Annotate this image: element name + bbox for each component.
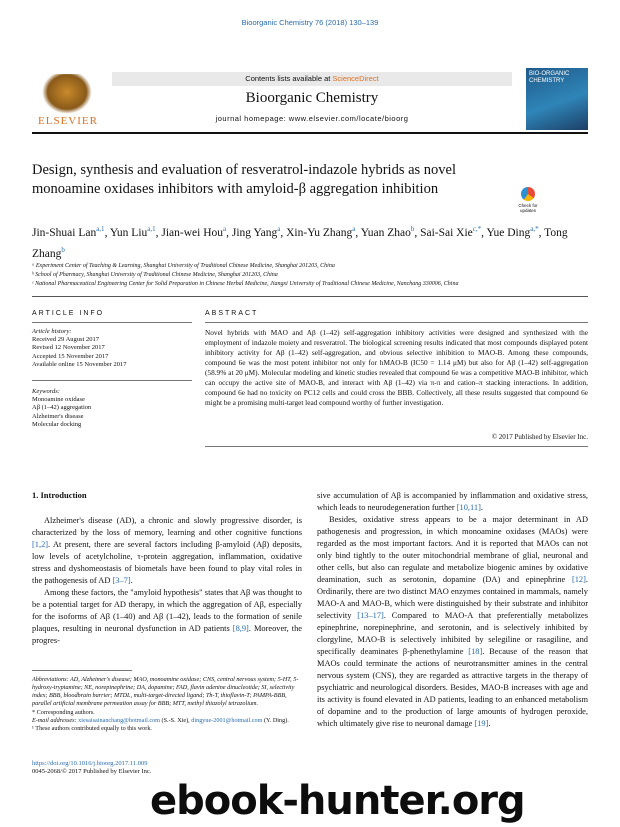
citation-link[interactable]: [3–7] bbox=[112, 576, 131, 585]
author-name[interactable]: Yue Ding bbox=[486, 226, 531, 239]
equal-contribution-note: ¹ These authors contributed equally to this work. bbox=[32, 725, 152, 732]
keyword: Aβ (1–42) aggregation bbox=[32, 404, 92, 412]
publisher-name: ELSEVIER bbox=[38, 115, 98, 127]
history-item: Accepted 15 November 2017 bbox=[32, 352, 109, 360]
check-updates-icon bbox=[521, 187, 535, 201]
author-name[interactable]: Tong Zhang bbox=[32, 226, 568, 260]
journal-citation[interactable]: Bioorganic Chemistry 76 (2018) 130–139 bbox=[241, 18, 379, 27]
copyright: © 2017 Published by Elsevier Inc. bbox=[491, 433, 588, 441]
email-line: E-mail addresses: xiesaisainanchang@hotmail.com (S.-S. Xie), dingyue-2001@hotmail.com (Y. Ding). bbox=[32, 717, 289, 724]
author-list: Jin-Shuai Lan$^{a,1}$, Yun Liu$^{a,1}$, Jian-wei Hou$^a$, Jing Yang$^a$, Xin-Yu Zhang$^a$, Yuan Zhao$^b$, Sai-Sai Xie$^{c,*}$, Yue Ding$^{a,*}$, Tong Zhang$^b$ bbox=[32, 225, 568, 260]
journal-banner bbox=[32, 72, 588, 128]
citation-link[interactable]: [1,2] bbox=[32, 540, 49, 549]
journal-cover[interactable]: BIO-ORGANIC CHEMISTRY bbox=[526, 68, 588, 130]
article-title: Design, synthesis and evaluation of resveratrol-indazole hybrids as novel monoamine oxidases inhibitors with amyloid-β aggregation inhibition bbox=[32, 162, 457, 197]
article-info-heading: ARTICLE INFO bbox=[32, 310, 105, 317]
keyword: Molecular docking bbox=[32, 420, 82, 428]
body-paragraph: sive accumulation of Aβ is accompanied by inflammation and oxidative stress, which leads to neurodegeneration further [10,11]. bbox=[317, 491, 588, 512]
author-affiliation-mark[interactable]: c,* bbox=[472, 225, 482, 233]
author-affiliation-mark[interactable]: a bbox=[352, 225, 356, 233]
footnotes bbox=[32, 676, 302, 733]
issn-line: 0045-2068/© 2017 Published by Elsevier Inc. bbox=[32, 768, 152, 775]
history-item: Received 29 August 2017 bbox=[32, 336, 99, 344]
author-name[interactable]: Yuan Zhao bbox=[360, 226, 411, 239]
corresponding-note: * Corresponding authors. bbox=[32, 709, 95, 716]
author-name[interactable]: Sai-Sai Xie bbox=[420, 226, 473, 239]
author-name[interactable]: Xin-Yu Zhang bbox=[286, 226, 353, 239]
section-divider bbox=[32, 296, 588, 297]
left-column bbox=[32, 515, 302, 647]
author-name[interactable]: Jin-Shuai Lan bbox=[32, 226, 97, 239]
affiliation-c: ᶜ National Pharmaceutical Engineering Center for Solid Preparation in Chinese Herbal Medicine, Jiangxi University of Traditional Chinese Medicine, Nanchang 330006, China bbox=[32, 281, 459, 287]
keywords: Keywords: Monoamine oxidase Aβ (1–42) aggregation Alzheimer's disease Molecular docking bbox=[32, 388, 192, 429]
abstract-text: Novel hybrids with MAO and Aβ (1–42) self-aggregation inhibitory activities were designed and synthesized with the employment of indazole moiety and resveratrol. The biological screening results indicated that most compounds displayed potent inhibitory activity for Aβ (1–42) self-aggregation, and obvious selective inhibition to MAO-B. Among these compounds, compound 6e was the most potent inhibitor not only for hMAO-B (IC50 = 1.14 μM) but also for Aβ (1–42) self-aggregation (58.9% at 20 μM). Molecular modeling and kinetic studies revealed that compound 6e was a competitive MAO-B inhibitor, which can occupy the active site of MAO-B, and interact with Aβ (1–42) via π-π and cation–π stacking interactions. In addition, compound 6e had no toxicity on PC12 cells and could cross the BBB. Collectively, all these results suggested that compound 6e might be a promising multi-target lead compound worthy of further investigation. bbox=[205, 328, 588, 407]
elsevier-tree-icon bbox=[42, 74, 92, 114]
author-affiliation-mark[interactable]: b bbox=[410, 225, 415, 233]
history-item: Revised 12 November 2017 bbox=[32, 344, 105, 352]
body-paragraph: Alzheimer's disease (AD), a chronic and slowly progressive disorder, is characterized by the loss of memory, learning and other cognitive functions [1,2]. At present, there are several factors including β-amyloid (Aβ) deposits, low levels of acetylcholine, τ-protein aggregation, inflammation, oxidative stress and dyshomeostasis of biometals have been found to play vital roles in the pathogenesis of AD [3–7]. bbox=[32, 516, 302, 585]
keyword: Alzheimer's disease bbox=[32, 412, 84, 420]
citation-link[interactable]: [10,11] bbox=[456, 503, 481, 512]
author-affiliation-mark[interactable]: a,1 bbox=[147, 225, 156, 233]
right-column bbox=[317, 490, 588, 730]
author-affiliation-mark[interactable]: b bbox=[61, 245, 65, 254]
author-affiliation-mark[interactable]: a bbox=[223, 225, 227, 233]
affiliation-b: ᵇ School of Pharmacy, Shanghai University of Traditional Chinese Medicine, Shanghai 201203, China bbox=[32, 272, 278, 278]
footnote-divider bbox=[32, 670, 132, 671]
article-info-divider bbox=[32, 322, 192, 323]
journal-homepage-link[interactable]: journal homepage: www.elsevier.com/locate/bioorg bbox=[215, 114, 409, 123]
doi-block bbox=[32, 760, 151, 776]
doi-link[interactable]: https://doi.org/10.1016/j.bioorg.2017.11.009 bbox=[32, 760, 148, 767]
check-for-updates-button[interactable]: Check for updates bbox=[514, 187, 542, 217]
citation-link[interactable]: [19] bbox=[474, 719, 489, 728]
elsevier-logo bbox=[32, 72, 104, 128]
body-paragraph: Besides, oxidative stress appears to be a major determinant in AD pathogenesis and progression, in which monoamine oxidases (MAOs) were regarded as the most important factors. And it is reported that MAOs can not only bind tightly to the outer mitochondrial membrane of glial, neuronal and other cells, but also can regulate and metabolize biogenic amines by oxidative deamination, such as serotonin, dopamine (DA) and epinephrine [12]. Ordinarily, there are two distinct MAO enzymes contained in mammals, namely MAO-A and MAO-B, which were distinguished by their substrate and inhibitor selectivity [13–17]. Compared to MAO-A that preferentially metabolizes epinephrine, norepinephrine, and serotonin, and is selectively inhibited by clorgyline, MAO-B is selectively inhibited by selegiline or rasagiline, and specifically deaminates β-phenethylamine [18]. Because of the reason that MAOs could terminate the actions of neurotransmitter amines in the central nervous system (CNS), they are regarded as attractive targets in the therapy of psychiatric and neurological disorders. Besides, MAO-B increases with age and its activity is found elevated in AD patients, leading to an enhanced metabolism of dopamine and to the production of large amounts of hydrogen peroxide, which ultimately give rise to neuronal damage [19]. bbox=[317, 515, 589, 728]
journal-title: Bioorganic Chemistry bbox=[245, 90, 379, 106]
abstract-heading: ABSTRACT bbox=[205, 310, 259, 317]
header-divider bbox=[32, 132, 588, 134]
citation-link[interactable]: [18] bbox=[468, 647, 483, 656]
email-link[interactable]: xiesaisainanchang@hotmail.com bbox=[78, 717, 160, 724]
contents-bar: Contents lists available at ScienceDirect bbox=[112, 72, 512, 86]
article-history: Article history: Received 29 August 2017 Revised 12 November 2017 Accepted 15 November 2017 Available online 15 November 2017 bbox=[32, 328, 192, 369]
abbreviations: Abbreviations: AD, Alzheimer's disease; MAO, monoamine oxidase; CNS, central nervous system; 5-HT, 5-hydroxy-tryptamine; NE, norepinephrine; DA, dopamine; FAD, flavin adenine dinucleotide; SI, selectivity index; BBB, bloodbrain barrier; MTDL, multi-target-directed ligand; Th-T, thioflavin-T; PAMPA-BBB, parallel artificial membrane permeation assay for BBB; MTT, methyl thiazolyl tetrazolium. bbox=[32, 676, 299, 707]
abstract-end-divider bbox=[205, 446, 588, 447]
citation-link[interactable]: [12] bbox=[571, 575, 586, 584]
author-name[interactable]: Jian-wei Hou bbox=[161, 226, 224, 239]
keywords-divider bbox=[32, 380, 192, 381]
citation-link[interactable]: [8,9] bbox=[232, 624, 249, 633]
email-link[interactable]: dingyue-2001@hotmail.com bbox=[191, 717, 263, 724]
affiliation-a: ᵃ Experiment Center of Teaching & Learning, Shanghai University of Traditional Chinese Medicine, Shanghai 201203, China bbox=[32, 263, 335, 269]
author-affiliation-mark[interactable]: a,* bbox=[530, 225, 539, 233]
author-name[interactable]: Jing Yang bbox=[231, 226, 278, 239]
author-affiliation-mark[interactable]: a,1 bbox=[96, 225, 105, 233]
body-paragraph: Among these factors, the "amyloid hypothesis" states that Aβ was thought to be a potential target for AD therapy, in which the aggregation of Aβ, especially for the isoforms of Aβ (1–40) and Aβ (1–42), leads to the formation of senile plaques, resulting in neuronal dysfunction in AD patients [8,9]. Moreover, the progres- bbox=[32, 588, 302, 645]
watermark: ebook-hunter.org bbox=[150, 778, 525, 824]
citation-link[interactable]: [13–17] bbox=[357, 611, 384, 620]
author-affiliation-mark[interactable]: a bbox=[277, 225, 281, 233]
keyword: Monoamine oxidase bbox=[32, 396, 85, 404]
history-item: Available online 15 November 2017 bbox=[32, 360, 127, 368]
sciencedirect-link[interactable]: ScienceDirect bbox=[332, 74, 379, 83]
author-name[interactable]: Yun Liu bbox=[109, 226, 148, 239]
abstract-divider bbox=[205, 322, 588, 323]
section-heading: 1. Introduction bbox=[32, 490, 87, 500]
